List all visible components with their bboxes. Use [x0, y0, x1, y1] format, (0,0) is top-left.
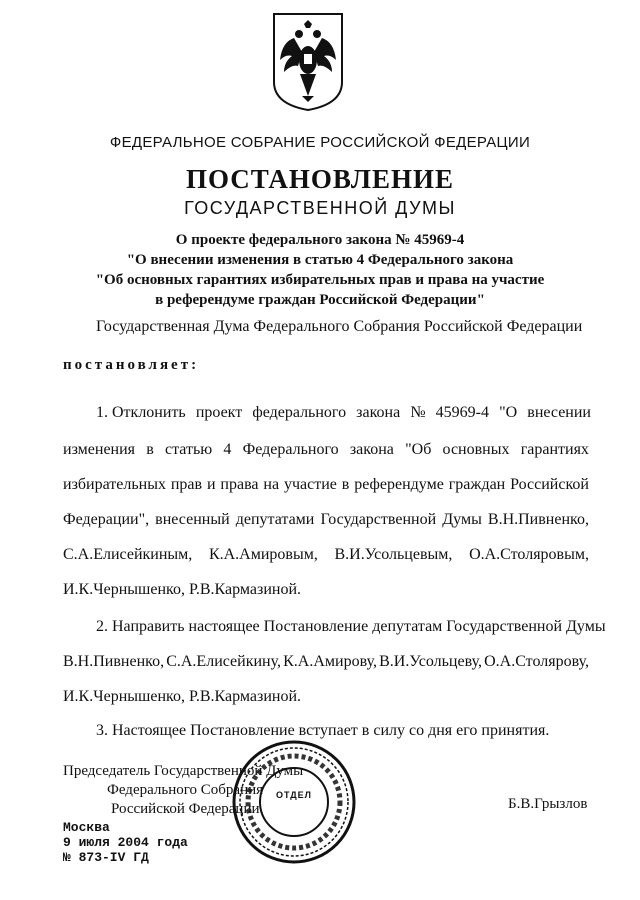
- word: внесенный: [155, 511, 230, 528]
- paragraph-line: [63, 511, 589, 531]
- paragraph-line: И.К.Чернышенко, Р.В.Кармазиной.: [63, 688, 301, 705]
- word: Федерального: [242, 441, 339, 458]
- signatory-position-line: Российской Федерации: [111, 801, 260, 817]
- word: 45969-4: [435, 404, 489, 421]
- word: статью: [165, 441, 213, 458]
- word: О.А.Столяровым,: [469, 546, 589, 563]
- decrees-word: постановляет:: [63, 357, 200, 373]
- word: права: [220, 476, 259, 493]
- word: С.А.Елисейкиным,: [63, 546, 193, 563]
- word: "О: [499, 404, 518, 421]
- state-emblem-icon: [272, 12, 344, 112]
- word: "Об: [405, 441, 432, 458]
- subject-line: "О внесении изменения в статью 4 Федерального закона: [126, 252, 514, 268]
- paragraph-line: [63, 441, 589, 461]
- word: К.А.Амирову,: [283, 653, 377, 670]
- word: В.И.Усольцевым,: [334, 546, 453, 563]
- word: референдуме: [354, 476, 444, 493]
- paragraph-line: И.К.Чернышенко, Р.В.Кармазиной.: [63, 581, 301, 598]
- round-seal-stamp-icon: [230, 738, 358, 866]
- signatory-position-line: Федерального Собрания: [107, 782, 264, 798]
- word: закона: [356, 404, 401, 421]
- paragraph-line: [63, 476, 589, 496]
- word: депутатами: [235, 511, 315, 528]
- word: прав: [170, 476, 203, 493]
- paragraph-line: [63, 653, 589, 673]
- paragraph-line: [96, 404, 591, 424]
- word: на: [263, 476, 280, 493]
- word: гарантиях: [520, 441, 589, 458]
- word: В.Н.Пивненко,: [63, 653, 165, 670]
- document-type: ПОСТАНОВЛЕНИЕ: [185, 164, 455, 194]
- stamp-center-text: ОТДЕЛ: [275, 790, 312, 800]
- word: 1. Отклонить: [96, 404, 186, 421]
- paragraph-line: [63, 546, 589, 566]
- word: внесении: [527, 404, 591, 421]
- word: граждан: [448, 476, 506, 493]
- signatory-position-line: Председатель Государственной Думы: [63, 763, 304, 779]
- subject-line: "Об основных гарантиях избирательных прав и права на участие: [95, 272, 545, 288]
- document-number: № 873-IV ГД: [63, 850, 149, 865]
- issue-place: Москва: [63, 820, 110, 835]
- subject-line: в референдуме граждан Российской Федерации": [155, 292, 485, 308]
- issue-date: 9 июля 2004 года: [63, 835, 188, 850]
- paragraph-line: 2. Направить настоящее Постановление депутатам Государственной Думы: [96, 618, 606, 635]
- word: В.И.Усольцеву,: [379, 653, 482, 670]
- word: основных: [442, 441, 510, 458]
- word: О.А.Столярову,: [484, 653, 589, 670]
- word: закона: [349, 441, 394, 458]
- word: избирательных: [63, 476, 166, 493]
- word: В.Н.Пивненко,: [487, 511, 589, 528]
- word: Федерации",: [63, 511, 150, 528]
- preamble: Государственная Дума Федерального Собрания Российской Федерации: [96, 318, 583, 335]
- organization-name: ФЕДЕРАЛЬНОЕ СОБРАНИЕ РОССИЙСКОЙ ФЕДЕРАЦИИ: [109, 134, 531, 151]
- word: С.А.Елисейкину,: [166, 653, 282, 670]
- word: участие: [283, 476, 337, 493]
- word: в: [341, 476, 350, 493]
- issuer-name: ГОСУДАРСТВЕННОЙ ДУМЫ: [184, 198, 456, 218]
- word: 4: [223, 441, 232, 458]
- word: К.А.Амировым,: [208, 546, 318, 563]
- document-subject: [0, 230, 640, 310]
- word: федерального: [252, 404, 347, 421]
- word: изменения: [63, 441, 136, 458]
- word: №: [410, 404, 426, 421]
- signatory-name: Б.В.Грызлов: [508, 796, 588, 812]
- word: Государственной: [320, 511, 437, 528]
- subject-line: О проекте федерального закона № 45969-4: [175, 232, 465, 248]
- paragraph-line: 3. Настоящее Постановление вступает в силу со дня его принятия.: [96, 722, 550, 739]
- document-meta: [63, 820, 188, 865]
- word: и: [206, 476, 216, 493]
- word: Российской: [510, 476, 589, 493]
- word: Думы: [442, 511, 482, 528]
- word: в: [146, 441, 154, 458]
- word: проект: [195, 404, 243, 421]
